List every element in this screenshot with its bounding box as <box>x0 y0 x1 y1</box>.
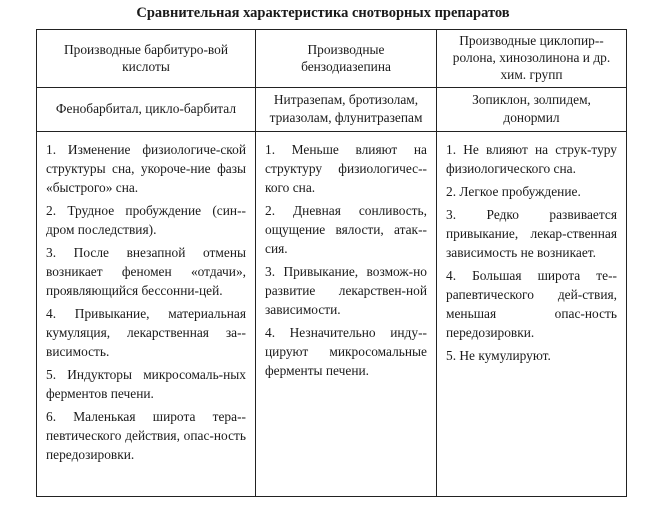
properties-cell-barbiturates <box>37 132 256 497</box>
property-item: 5. Не кумулируют. <box>446 348 551 363</box>
property-item: 3. Привыкание, возмож-но развитие лекарствен-ной зависимости. <box>265 264 427 317</box>
property-item: 5. Индукторы микросомаль-ных ферментов печени. <box>46 367 246 401</box>
comparison-table <box>36 29 627 497</box>
properties-cell-benzodiazepines <box>256 132 437 497</box>
property-item: 6. Маленькая широта тера-певтического действия, опас-ность передозировки. <box>46 409 246 462</box>
table-header-row <box>37 30 627 88</box>
property-item: 1. Изменение физиологиче-ской структуры сна, укороче-ние фазы «быстрого» сна. <box>46 142 246 195</box>
property-item: 3. Редко развивается привыкание, лекар-ственная зависимость не возникает. <box>446 207 617 260</box>
page-title: Сравнительная характеристика снотворных препаратов <box>136 5 510 21</box>
property-item: 4. Привыкание, материальная кумуляция, лекарственная за-висимость. <box>46 306 246 359</box>
property-item: 4. Незначительно инду-цируют микросомальные ферменты печени. <box>265 325 427 378</box>
drug-names-row <box>37 88 627 132</box>
property-item: 2. Дневная сонливость, ощущение вялости, атак-сия. <box>265 203 427 256</box>
drugs-cell-benzodiazepines: Нитразепам, бротизолам, триазолам, флунитразепам <box>256 88 437 132</box>
property-item: 2. Легкое пробуждение. <box>446 184 581 199</box>
header-cell-benzodiazepines: Производные бензодиазепина <box>256 30 437 88</box>
property-item: 3. После внезапной отмены возникает феномен «отдачи», проявляющийся бессонни-цей. <box>46 245 246 298</box>
properties-row <box>37 132 627 497</box>
header-cell-barbiturates: Производные барбитуро-вой кислоты <box>37 30 256 88</box>
property-item: 2. Трудное пробуждение (син-дром последствия). <box>46 203 246 237</box>
property-item: 1. Не влияют на струк-туру физиологического сна. <box>446 142 617 176</box>
drugs-cell-barbiturates: Фенобарбитал, цикло-барбитал <box>37 88 256 132</box>
header-cell-cyclopyrrolones: Производные циклопир-ролона, хинозолинона и др. хим. групп <box>437 30 627 88</box>
properties-cell-cyclopyrrolones <box>437 132 627 497</box>
drugs-cell-cyclopyrrolones: Зопиклон, золпидем, донормил <box>437 88 627 132</box>
property-item: 1. Меньше влияют на структуру физиологичес-кого сна. <box>265 142 427 195</box>
property-item: 4. Большая широта те-рапевтического дей-ствия, меньшая опас-ность передозировки. <box>446 268 617 340</box>
